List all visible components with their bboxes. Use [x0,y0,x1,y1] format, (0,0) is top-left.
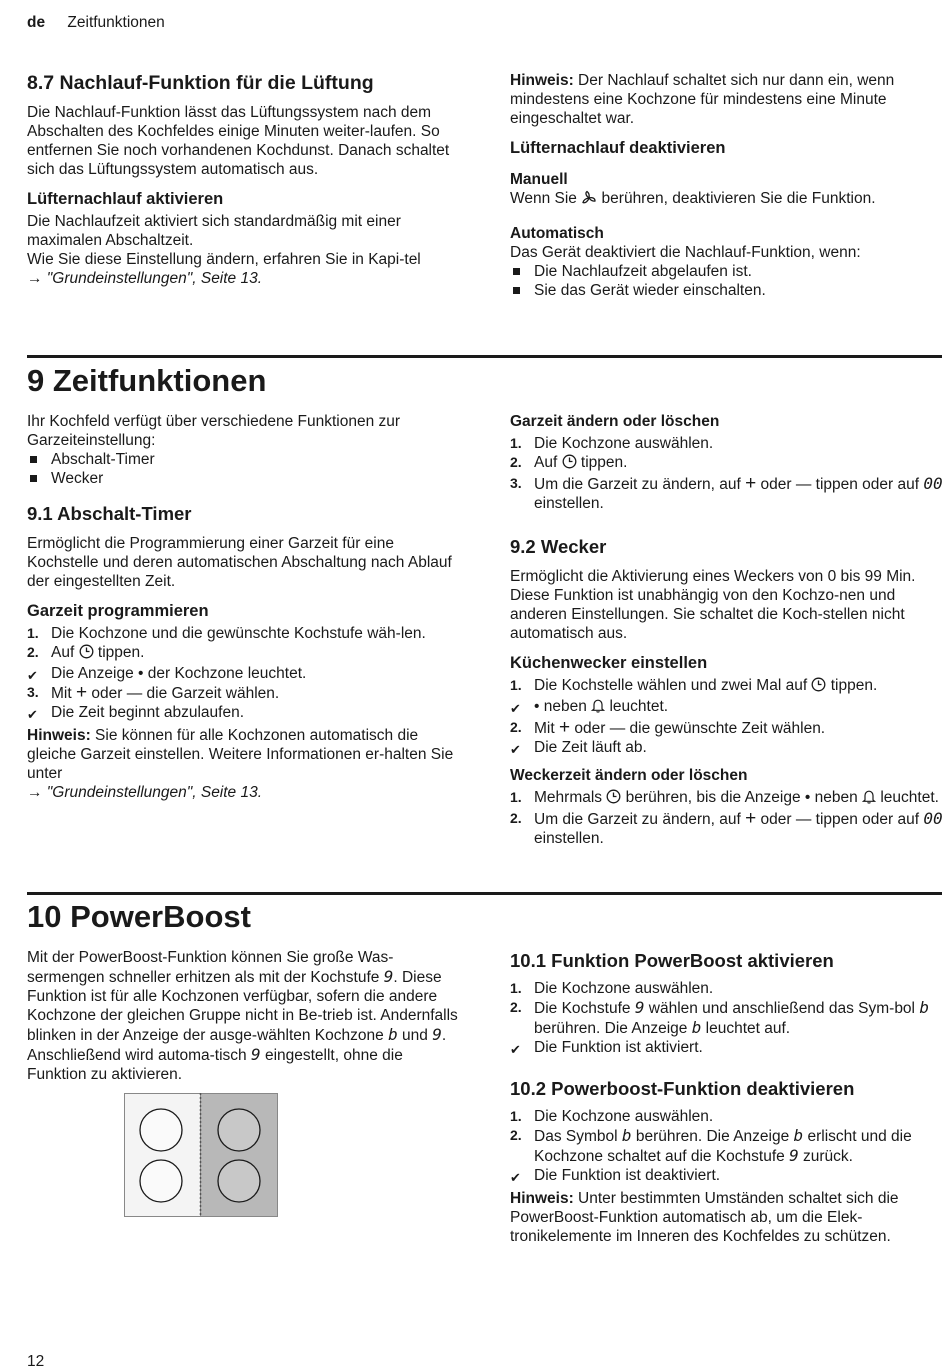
result-text: Die Anzeige • der Kochzone leuchtet. [51,665,307,682]
hint-text: Sie können für alle Kochzonen automatisch die gleiche Garzeit einstellen. Weitere Informationen er-halten Sie unter [27,727,454,782]
step-text: einstellen. [534,830,604,847]
step-item [27,683,459,703]
cooking-zone [218,1109,260,1151]
cooktop-zone-group-illustration [124,1093,278,1217]
result-item [510,1038,943,1057]
step-number: 1. [510,980,522,996]
step-text: berühren, bis die Anzeige • neben [621,789,863,806]
result-text: Die Zeit beginnt abzulaufen. [51,704,245,721]
list-item: Die Nachlaufzeit abgelaufen ist. [510,262,942,281]
section-title: 10.1 Funktion PowerBoost aktivieren [510,950,834,971]
step-number: 3. [510,475,522,491]
paragraph: Wie Sie diese Einstellung ändern, erfahren Sie in Kapi-tel [27,251,421,268]
step-text: oder [87,685,127,702]
step-text: leuchtet. [876,789,939,806]
step-item [27,624,459,643]
hint-paragraph [27,726,459,783]
step-item [510,718,943,738]
step-item [510,676,943,697]
step-text: Auf [51,644,79,661]
step-text: Um die Garzeit zu ändern, auf [534,811,746,828]
step-item [510,788,943,809]
paragraph: Die Nachlauf-Funktion lässt das Lüftungssystem nach dem Abschalten des Kochfeldes einige Minuten weiter-laufen. So entfernen Sie noch vorhandenen Kochdunst. Danach schaltet sich das Lüftungssystem automatisch aus. [27,104,450,178]
step-number: 2. [510,810,522,826]
step-text: tippen. [576,454,628,471]
section-title: 8.7 Nachlauf-Funktion für die Lüftung [27,72,374,94]
hint-text: Der Nachlauf schaltet sich nur dann ein, wenn mindestens eine Kochzone für mindestens eine Minute eingeschaltet war. [510,72,895,127]
checkmark-icon: ✔ [510,1170,521,1185]
section-8-7-left [27,71,459,288]
paragraph: Die Nachlaufzeit aktiviert sich standardmäßig mit einer maximalen Abschaltzeit. [27,213,401,249]
step-number: 2. [510,719,522,735]
clock-icon [811,677,826,697]
hint-label: Hinweis: [510,72,574,89]
list-item: Sie das Gerät wieder einschalten. [510,281,942,300]
text: Wenn Sie [510,190,582,207]
step-text: oder [756,811,796,828]
subheading: Lüfternachlauf deaktivieren [510,139,726,157]
step-number: 2. [510,999,522,1015]
section-9-right [510,412,943,848]
boost-symbol: b [793,1126,804,1145]
step-text: zurück. [798,1148,853,1165]
step-item [510,474,943,513]
step-text: Die Kochzone und die gewünschte Kochstufe wäh-len. [51,625,426,642]
step-text: Mit [51,685,76,702]
power-level-nine-symbol: 9 [383,967,394,986]
plus-icon: + [558,717,571,738]
step-text: einstellen. [534,495,604,512]
step-number: 1. [27,625,39,641]
step-text: Um die Garzeit zu ändern, auf [534,476,746,493]
step-text: die gewünschte Zeit wählen. [625,720,826,737]
step-item [510,1107,943,1126]
step-text: oder [570,720,610,737]
fan-icon [581,190,597,211]
checkmark-icon: ✔ [510,701,521,716]
minus-icon: — [795,811,812,828]
step-number: 1. [510,1108,522,1124]
checkmark-icon: ✔ [510,1042,521,1057]
hint-paragraph [510,1189,943,1246]
step-text: tippen oder auf [811,811,924,828]
step-text: Mehrmals [534,789,607,806]
text: eingestellt, ohne die Funktion zu aktivieren. [27,1047,403,1083]
plus-icon: + [745,808,757,829]
step-number: 3. [27,684,39,700]
cooktop-diagram [124,1093,278,1217]
boost-symbol: b [621,1126,632,1145]
step-text: tippen. [93,644,145,661]
step-text: tippen oder auf [811,476,924,493]
paragraph [510,189,942,211]
paragraph [27,948,459,1084]
step-number: 2. [27,644,39,660]
step-item [510,434,943,453]
section-10-right [510,949,943,1246]
checkmark-icon: ✔ [27,707,38,722]
clock-icon [562,454,577,474]
step-text: erlischt und die Kochzone schaltet auf die Kochstufe [534,1128,912,1165]
step-text: oder [756,476,796,493]
result-text: Die Zeit läuft ab. [534,739,647,756]
section-10-left [27,899,459,1084]
step-item [27,643,459,664]
step-text: Auf [534,454,562,471]
paragraph: Das Gerät deaktiviert die Nachlauf-Funktion, wenn: [510,244,861,261]
paragraph: Ermöglicht die Aktivierung eines Weckers von 0 bis 99 Min. Diese Funktion ist unabhängig von den Kochzo-nen und anderen Einstellungen. Sie schaltet die Koch-stellen nicht automatisch aus. [510,568,916,642]
subheading-small: Automatisch [510,225,604,242]
language-code: de [27,14,46,31]
step-number: 2. [510,1127,522,1143]
section-divider [27,355,942,358]
chapter-title: Zeitfunktionen [67,14,165,31]
section-title: 9.2 Wecker [510,536,607,557]
section-title: 10.2 Powerboost-Funktion deaktivieren [510,1078,855,1099]
result-text: Die Funktion ist aktiviert. [534,1039,703,1056]
subheading: Garzeit programmieren [27,602,209,620]
result-item [510,738,943,757]
chapter-heading: 9 Zeitfunktionen [27,363,267,398]
step-text: tippen. [826,677,878,694]
clock-icon [606,789,621,809]
subheading-small: Manuell [510,171,568,188]
result-item [510,697,943,718]
hint-paragraph [510,71,942,128]
subheading-small: Garzeit ändern oder löschen [510,413,720,430]
step-item [510,809,943,848]
step-text: berühren. Die Anzeige [534,1020,692,1037]
power-level-nine-symbol: 9 [634,998,645,1017]
section-9-left [27,363,459,802]
minus-icon: — [126,685,143,702]
paragraph: Ermöglicht die Programmierung einer Garzeit für eine Kochstelle und deren automatischen Abschaltung nach Ablauf der eingestellten Zeit. [27,535,452,590]
boost-symbol: b [919,998,929,1017]
chapter-heading: 10 PowerBoost [27,899,251,934]
minus-icon: — [609,720,626,737]
text: berühren, deaktivieren Sie die Funktion. [597,190,876,207]
plus-icon: + [75,682,88,703]
subheading: Küchenwecker einstellen [510,654,708,672]
power-level-nine-symbol: 9 [789,1146,799,1165]
zero-display-symbol: 00 [923,809,943,828]
section-8-7-right [510,71,942,300]
step-text: Das Symbol [534,1128,622,1145]
power-level-nine-symbol: 9 [432,1025,442,1044]
section-title: 9.1 Abschalt-Timer [27,503,192,524]
result-item [27,664,459,683]
step-text: Die Kochzone auswählen. [534,1108,714,1125]
subheading: Lüfternachlauf aktivieren [27,190,224,208]
text: Mit der PowerBoost-Funktion können Sie große Was-sermengen schneller erhitzen als mit der Kochstufe [27,949,394,986]
cross-reference-link[interactable]: → "Grundeinstellungen", Seite 13. [27,270,263,287]
step-item [510,998,943,1038]
text: . Anschließend wird automa-tisch [27,1027,447,1064]
checkmark-icon: ✔ [27,668,38,683]
checkmark-icon: ✔ [510,742,521,757]
text: . Diese Funktion ist für alle Kochzonen verfügbar, sofern die andere Kochzone der gleichen Gruppe nicht in Be-trieb ist. Andernfalls blinken in der Anzeige der ausge-wählten Kochzone [27,969,458,1044]
step-number: 2. [510,454,522,470]
result-text: • neben [534,698,592,715]
clock-icon [79,644,94,664]
power-level-nine-symbol: 9 [251,1045,261,1064]
step-text: wählen und anschließend das Sym-bol [644,1000,920,1017]
plus-icon: + [745,473,757,494]
step-number: 1. [510,789,522,805]
step-text: Die Kochzone auswählen. [534,980,714,997]
bell-icon [591,698,605,718]
page-header [27,13,165,32]
step-text: die Garzeit wählen. [142,685,280,702]
bell-icon [862,789,876,809]
result-item [510,1166,943,1185]
result-text: Die Funktion ist deaktiviert. [534,1167,721,1184]
step-item [510,1126,943,1166]
subheading-small: Weckerzeit ändern oder löschen [510,767,748,784]
result-item [27,703,459,722]
step-text: Die Kochstufe [534,1000,635,1017]
hint-text: Unter bestimmten Umständen schaltet sich die PowerBoost-Funktion automatisch ab, um die Elek-tronikelemente im Inneren des Kochfeldes zu schützen. [510,1190,899,1245]
step-text: Mit [534,720,559,737]
step-number: 1. [510,435,522,451]
result-text: leuchtet. [605,698,669,715]
step-number: 1. [510,677,522,693]
page-number: 12 [27,1353,45,1370]
boost-symbol: b [691,1018,702,1037]
step-item [510,979,943,998]
cross-reference-link[interactable]: → "Grundeinstellungen", Seite 13. [27,784,263,801]
step-text: Die Kochstelle wählen und zwei Mal auf [534,677,812,694]
paragraph: Ihr Kochfeld verfügt über verschiedene Funktionen zur Garzeiteinstellung: [27,413,401,449]
hint-label: Hinweis: [27,727,91,744]
cooking-zone [140,1160,182,1202]
cooking-zone [140,1109,182,1151]
list-item: Abschalt-Timer [27,450,459,469]
boost-symbol: b [388,1025,398,1044]
cooking-zone [218,1160,260,1202]
section-divider [27,892,942,895]
step-text: Die Kochzone auswählen. [534,435,714,452]
step-item [510,453,943,474]
hint-label: Hinweis: [510,1190,574,1207]
list-item: Wecker [27,469,459,488]
minus-icon: — [795,476,812,493]
zero-display-symbol: 00 [923,474,943,493]
text: und [397,1027,433,1044]
step-text: leuchtet auf. [701,1020,791,1037]
step-text: berühren. Die Anzeige [631,1128,794,1145]
